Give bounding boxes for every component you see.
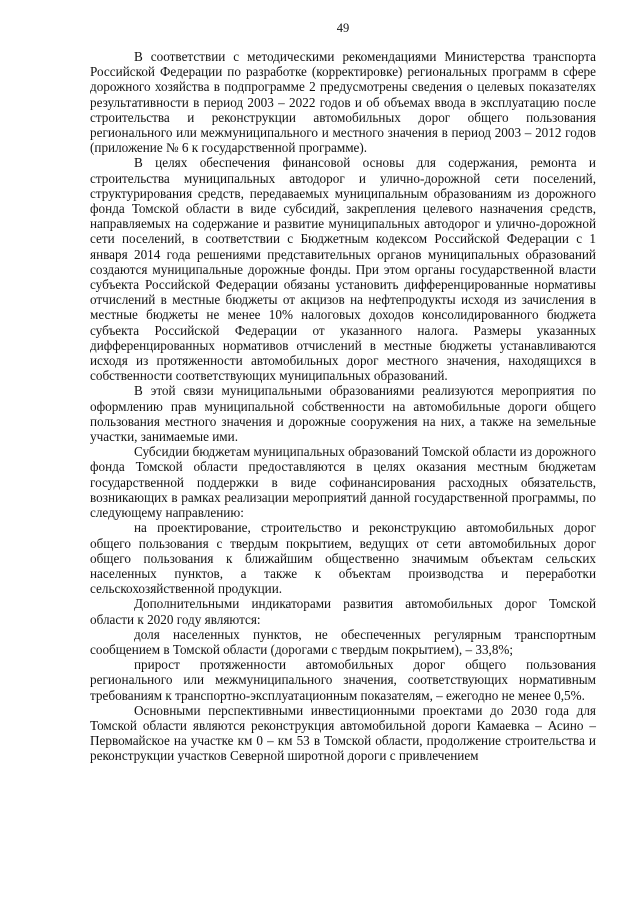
- paragraph-road-funds: В целях обеспечения финансовой основы для содержания, ремонта и строительства муниципальных автодорог и улично-дорожной сети поселений, структурирования средств, передаваемых муниципальным образованиям из дорожного фонда Томской области в виде субсидий, закрепления целевого назначения средств, направляемых на содержание и развитие муниципальных автодорог и улично-дорожной сети поселений, в соответствии с Бюджетным кодексом Российской Федерации с 1 января 2014 года решениями представительных органов муниципальных образований создаются муниципальные дорожные фонды. При этом органы государственной власти субъекта Российской Федерации обязаны установить дифференцированные нормативы отчислений в местные бюджеты от акцизов на нефтепродукты исходя из зачисления в местные бюджеты не менее 10% налоговых доходов консолидированного бюджета субъекта Российской Федерации от указанного налога. Размеры указанных дифференцированных нормативов отчислений в местные бюджеты устанавливаются исходя из протяженности автомобильных дорог местного значения, находящихся в собственности соответствующих муниципальных образований.: [90, 155, 596, 384]
- paragraph-property-rights: В этой связи муниципальными образованиями реализуются мероприятия по оформлению прав муниципальной собственности на автомобильные дороги общего пользования местного значения и дорожные сооружения на них, а также на земельные участки, занимаемые ими.: [90, 383, 596, 445]
- paragraph-subsidies: Субсидии бюджетам муниципальных образований Томской области из дорожного фонда Томской области предоставляются в целях оказания местным бюджетам государственной поддержки в виде софинансирования расходных обязательств, возникающих в рамках реализации мероприятий данной государственной программы, по следующему направлению:: [90, 444, 596, 521]
- paragraph-indicators-intro: Дополнительными индикаторами развития автомобильных дорог Томской области к 2020 году являются:: [90, 596, 596, 627]
- paragraph-methodology: В соответствии с методическими рекомендациями Министерства транспорта Российской Федерации по разработке (корректировке) региональных программ в сфере дорожного хозяйства в подпрограмме 2 предусмотрены сведения о целевых показателях результативности в период 2003 – 2022 годов и об объемах ввода в эксплуатацию после строительства и реконструкции автомобильных дорог общего пользования регионального или межмуниципального и местного значения в период 2003 – 2012 годов (приложение № 6 к государственной программе).: [90, 49, 596, 156]
- paragraph-investment-projects: Основными перспективными инвестиционными проектами до 2030 года для Томской области являются реконструкция автомобильной дороги Камаевка – Асино – Первомайское на участке км 0 – км 53 в Томской области, продолжение строительства и реконструкции участков Северной широтной дороги с привлечением: [90, 702, 596, 764]
- paragraph-indicator-length: прирост протяженности автомобильных дорог общего пользования регионального или межмуниципального значения, соответствующих нормативным требованиям к транспортно-эксплуатационным показателям, – ежегодно не менее 0,5%.: [90, 657, 596, 703]
- page-number: 49: [336, 21, 350, 35]
- paragraph-subsidy-direction: на проектирование, строительство и реконструкцию автомобильных дорог общего пользования с твердым покрытием, ведущих от сети автомобильных дорог общего пользования к ближайшим общественно значимым объектам сельских населенных пунктов, а также к объектам производства и переработки сельскохозяйственной продукции.: [90, 520, 596, 597]
- body-text: [90, 49, 596, 764]
- paragraph-indicator-settlements: доля населенных пунктов, не обеспеченных регулярным транспортным сообщением в Томской области (дорогами с твердым покрытием), – 33,8%;: [90, 626, 596, 657]
